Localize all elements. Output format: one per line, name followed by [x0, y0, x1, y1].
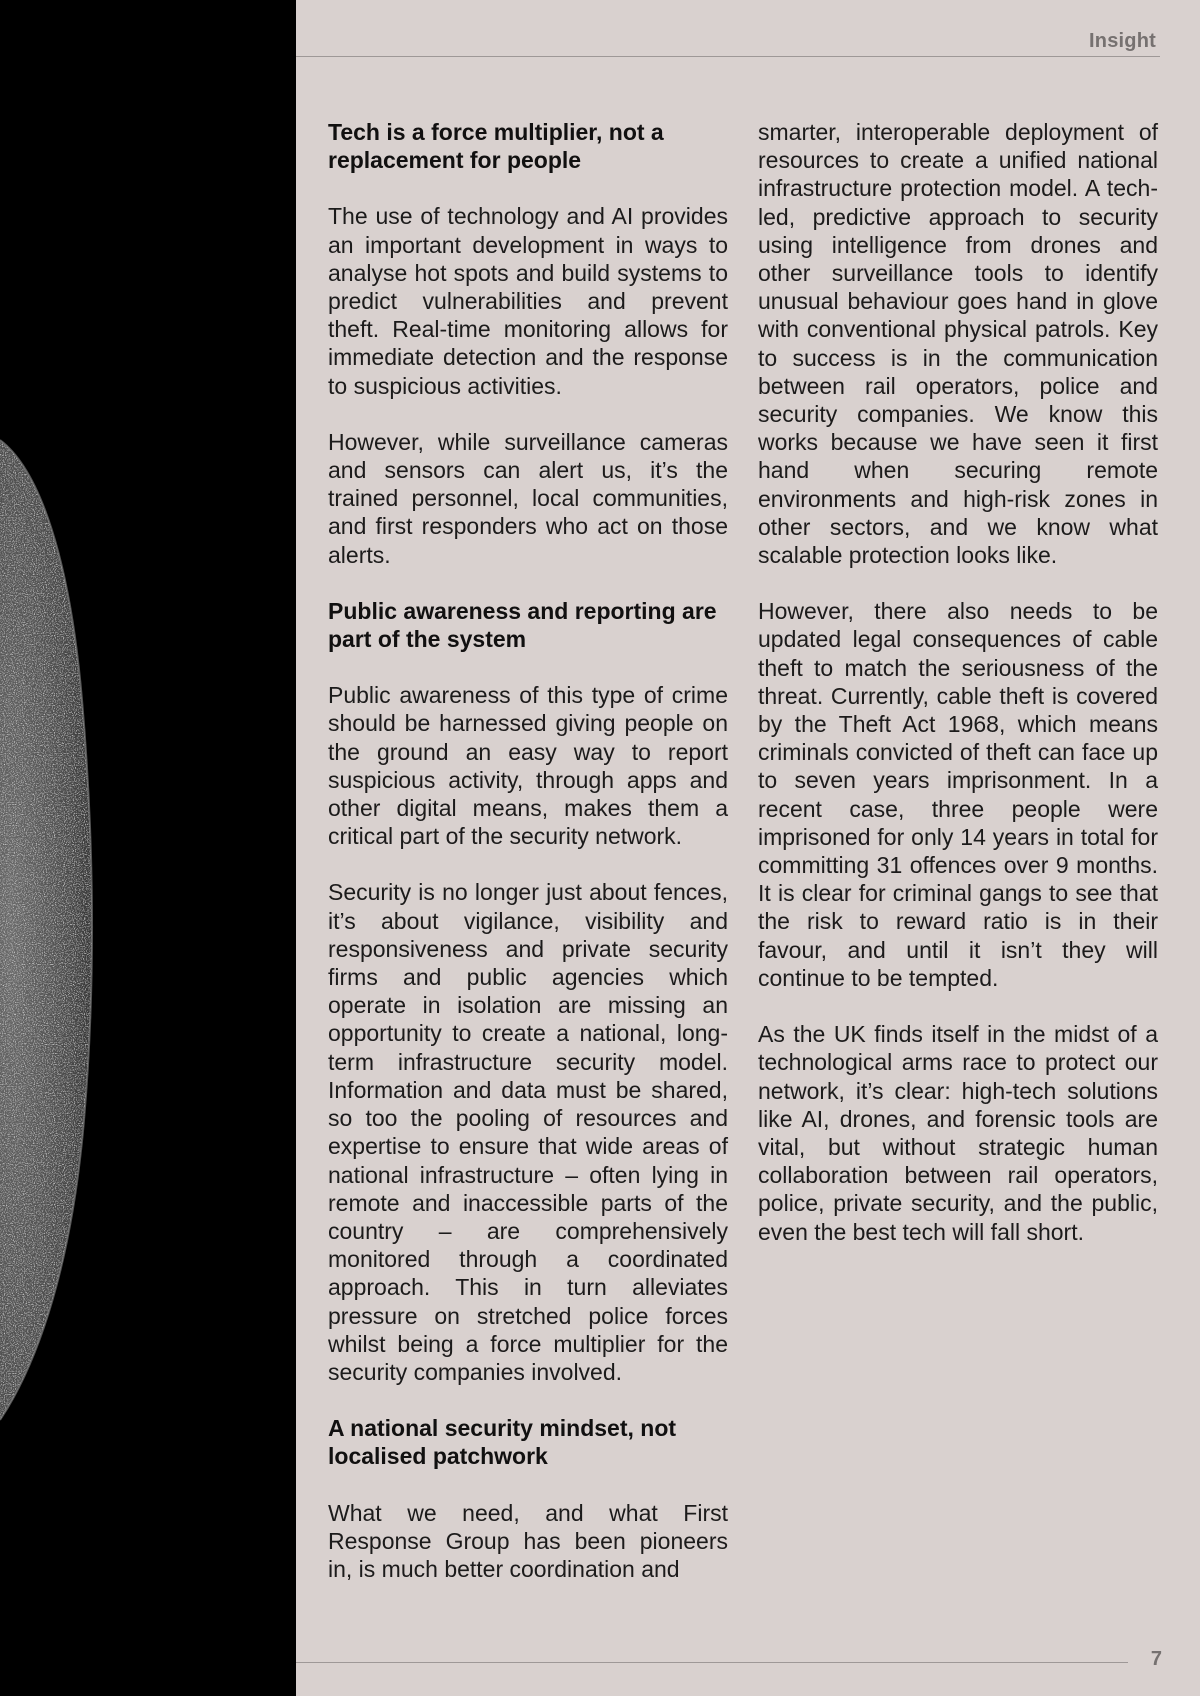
paragraph-interoperable-deployment: smarter, interoperable deployment of resources to create a unified national infrastructure protection model. A tech-led, predictive approach to security using intelligence from drones and other surveillance tools to identify unusual behaviour goes hand in glove with conventional physical patrols. Key to success is in the communication between rail operators, police and security companies. We know this works because we have seen it first hand when securing remote environments and high-risk zones in other sectors, and we know what scalable protection looks like.: [758, 119, 1158, 569]
paragraph-legal-consequences: However, there also needs to be updated legal consequences of cable theft to match the seriousness of the threat. Currently, cable theft is covered by the Theft Act 1968, which means criminals convicted of theft can face up to seven years imprisonment. In a recent case, three people were imprisoned for only 14 years in total for committing 31 offences over 9 months. It is clear for criminal gangs to see that the risk to reward ratio is in their favour, and until it isn’t they will continue to be tempted.: [758, 598, 1158, 991]
article-page: [296, 0, 1200, 1696]
metal-disc-graphic: [0, 0, 296, 1696]
left-text-column: [328, 118, 728, 1611]
header-divider: [296, 56, 1160, 57]
right-text-column: [758, 118, 1158, 1274]
paragraph-security-model: Security is no longer just about fences, it’s about vigilance, visibility and responsiveness and private security firms and public agencies which operate in isolation are missing an opportunity to create a national, long-term infrastructure security model. Information and data must be shared, so too the pooling of resources and expertise to ensure that wide areas of national infrastructure – often lying in remote and inaccessible parts of the country – are comprehensively monitored through a coordinated approach. This in turn alleviates pressure on stretched police forces whilst being a force multiplier for the security companies involved.: [328, 879, 728, 1385]
heading-national-mindset: A national security mindset, not localised patchwork: [328, 1415, 677, 1470]
paragraph-coordination: What we need, and what First Response Group has been pioneers in, is much better coordination and: [328, 1499, 728, 1582]
section-label: Insight: [1089, 30, 1156, 52]
paragraph-surveillance-alerts: However, while surveillance cameras and sensors can alert us, it’s the trained personnel, local communities, and first responders who act on those alerts.: [328, 428, 728, 568]
heading-tech-force-multiplier: Tech is a force multiplier, not a replacement for people: [328, 119, 664, 174]
paragraph-arms-race: As the UK finds itself in the midst of a technological arms race to protect our network, it’s clear: high-tech solutions like AI, drones, and forensic tools are vital, but without strategic human collaboration between rail operators, police, private security, and the public, even the best tech will fall short.: [758, 1021, 1158, 1245]
speckled-metal-disc-image: [0, 0, 296, 1696]
paragraph-technology-ai: The use of technology and AI provides an important development in ways to analyse hot spots and build systems to predict vulnerabilities and prevent theft. Real-time monitoring allows for immediate detection and the response to suspicious activities.: [328, 203, 728, 399]
paragraph-public-reporting: Public awareness of this type of crime should be harnessed giving people on the ground an easy way to report suspicious activity, through apps and other digital means, makes them a critical part of the security network.: [328, 682, 728, 850]
footer-divider: [296, 1662, 1128, 1663]
heading-public-awareness: Public awareness and reporting are part of the system: [328, 597, 717, 653]
page-number: 7: [1150, 1648, 1162, 1670]
